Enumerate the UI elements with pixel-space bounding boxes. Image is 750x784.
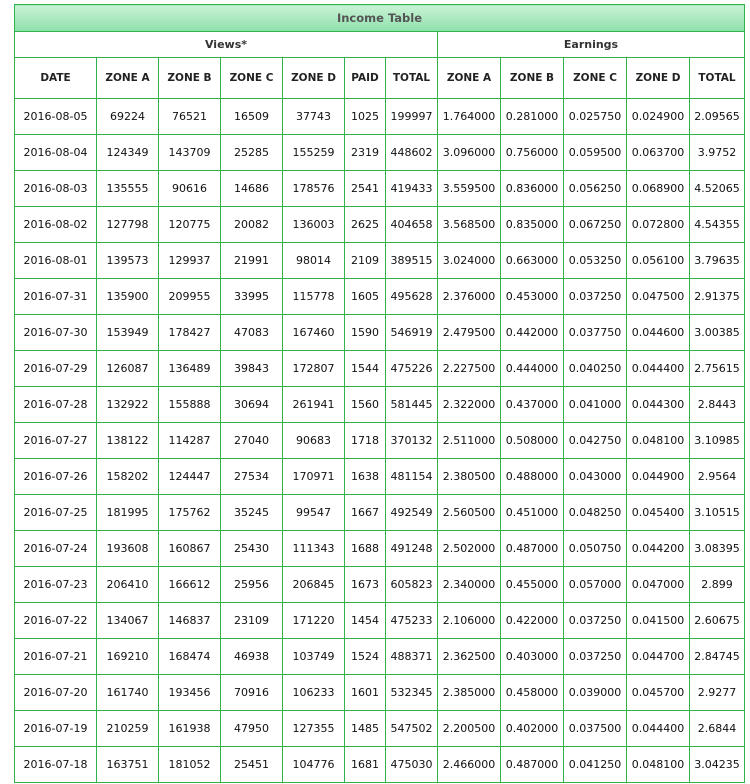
cell-earnings-zone-b: 0.663000 (501, 243, 564, 279)
views-group-header: Views* (15, 32, 438, 58)
cell-views-zone-c: 21991 (221, 243, 283, 279)
cell-views-zone-c: 20082 (221, 207, 283, 243)
cell-views-zone-b: 90616 (159, 171, 221, 207)
cell-views-zone-a: 124349 (97, 135, 159, 171)
cell-views-zone-c: 27040 (221, 423, 283, 459)
cell-views-zone-c: 16509 (221, 99, 283, 135)
table-row (15, 711, 745, 747)
cell-views-zone-d: 155259 (283, 135, 345, 171)
cell-earnings-zone-a: 1.764000 (438, 99, 501, 135)
cell-views-zone-a: 134067 (97, 603, 159, 639)
cell-views-zone-b: 166612 (159, 567, 221, 603)
cell-views-zone-d: 106233 (283, 675, 345, 711)
cell-earnings-zone-a: 3.568500 (438, 207, 501, 243)
column-header-views-total: TOTAL (386, 58, 438, 99)
cell-views-total: 491248 (386, 531, 438, 567)
cell-earnings-zone-b: 0.487000 (501, 747, 564, 783)
cell-views-zone-a: 132922 (97, 387, 159, 423)
cell-earnings-zone-d: 0.044900 (627, 459, 690, 495)
cell-earnings-total: 4.54355 (690, 207, 745, 243)
cell-views-zone-d: 172807 (283, 351, 345, 387)
cell-views-zone-c: 70916 (221, 675, 283, 711)
cell-views-zone-d: 127355 (283, 711, 345, 747)
column-header-earnings-zone-b: ZONE B (501, 58, 564, 99)
cell-views-zone-b: 146837 (159, 603, 221, 639)
cell-earnings-zone-c: 0.037250 (564, 639, 627, 675)
table-row (15, 99, 745, 135)
cell-views-paid: 1673 (345, 567, 386, 603)
cell-date: 2016-07-22 (15, 603, 97, 639)
column-header-views-zone-b: ZONE B (159, 58, 221, 99)
cell-views-zone-c: 27534 (221, 459, 283, 495)
table-row (15, 675, 745, 711)
table-row (15, 387, 745, 423)
cell-views-zone-d: 103749 (283, 639, 345, 675)
cell-views-zone-a: 127798 (97, 207, 159, 243)
table-row (15, 351, 745, 387)
cell-earnings-total: 2.09565 (690, 99, 745, 135)
cell-date: 2016-08-05 (15, 99, 97, 135)
cell-earnings-zone-a: 2.340000 (438, 567, 501, 603)
cell-earnings-zone-d: 0.047500 (627, 279, 690, 315)
cell-views-zone-a: 135900 (97, 279, 159, 315)
table-row (15, 495, 745, 531)
cell-date: 2016-07-31 (15, 279, 97, 315)
cell-views-total: 581445 (386, 387, 438, 423)
cell-views-zone-c: 25285 (221, 135, 283, 171)
cell-earnings-zone-b: 0.422000 (501, 603, 564, 639)
cell-earnings-zone-b: 0.836000 (501, 171, 564, 207)
cell-views-total: 605823 (386, 567, 438, 603)
cell-date: 2016-07-28 (15, 387, 97, 423)
cell-views-zone-b: 193456 (159, 675, 221, 711)
cell-views-total: 419433 (386, 171, 438, 207)
cell-earnings-zone-c: 0.037250 (564, 603, 627, 639)
cell-earnings-zone-b: 0.453000 (501, 279, 564, 315)
table-row (15, 171, 745, 207)
cell-views-paid: 1601 (345, 675, 386, 711)
earnings-group-header: Earnings (438, 32, 745, 58)
cell-views-total: 492549 (386, 495, 438, 531)
cell-earnings-zone-c: 0.037250 (564, 279, 627, 315)
table-row (15, 207, 745, 243)
cell-earnings-zone-a: 2.106000 (438, 603, 501, 639)
cell-earnings-zone-d: 0.047000 (627, 567, 690, 603)
cell-earnings-zone-c: 0.040250 (564, 351, 627, 387)
cell-views-zone-c: 30694 (221, 387, 283, 423)
cell-earnings-zone-d: 0.048100 (627, 747, 690, 783)
cell-date: 2016-07-24 (15, 531, 97, 567)
cell-earnings-zone-b: 0.488000 (501, 459, 564, 495)
cell-views-zone-d: 104776 (283, 747, 345, 783)
column-header-views-zone-c: ZONE C (221, 58, 283, 99)
cell-earnings-zone-a: 3.559500 (438, 171, 501, 207)
cell-views-zone-d: 171220 (283, 603, 345, 639)
cell-views-zone-d: 111343 (283, 531, 345, 567)
table-row (15, 279, 745, 315)
cell-date: 2016-07-27 (15, 423, 97, 459)
cell-date: 2016-07-20 (15, 675, 97, 711)
table-row (15, 531, 745, 567)
cell-earnings-zone-d: 0.044600 (627, 315, 690, 351)
cell-views-paid: 1485 (345, 711, 386, 747)
cell-earnings-total: 2.6844 (690, 711, 745, 747)
cell-date: 2016-07-19 (15, 711, 97, 747)
cell-earnings-zone-d: 0.048100 (627, 423, 690, 459)
cell-views-paid: 1638 (345, 459, 386, 495)
cell-earnings-zone-b: 0.455000 (501, 567, 564, 603)
cell-views-zone-a: 138122 (97, 423, 159, 459)
cell-views-total: 475233 (386, 603, 438, 639)
cell-earnings-zone-d: 0.044300 (627, 387, 690, 423)
cell-views-total: 546919 (386, 315, 438, 351)
cell-earnings-zone-d: 0.044400 (627, 351, 690, 387)
cell-earnings-zone-a: 2.511000 (438, 423, 501, 459)
table-row (15, 459, 745, 495)
cell-earnings-zone-b: 0.442000 (501, 315, 564, 351)
column-header-views-zone-a: ZONE A (97, 58, 159, 99)
cell-earnings-zone-c: 0.048250 (564, 495, 627, 531)
cell-views-zone-a: 181995 (97, 495, 159, 531)
cell-earnings-total: 2.9277 (690, 675, 745, 711)
cell-earnings-zone-b: 0.835000 (501, 207, 564, 243)
table-row (15, 315, 745, 351)
cell-earnings-zone-a: 3.024000 (438, 243, 501, 279)
cell-date: 2016-07-30 (15, 315, 97, 351)
cell-views-zone-b: 160867 (159, 531, 221, 567)
cell-earnings-zone-a: 2.376000 (438, 279, 501, 315)
cell-views-zone-d: 136003 (283, 207, 345, 243)
cell-earnings-zone-c: 0.039000 (564, 675, 627, 711)
cell-views-paid: 2319 (345, 135, 386, 171)
cell-earnings-total: 4.52065 (690, 171, 745, 207)
cell-earnings-zone-b: 0.756000 (501, 135, 564, 171)
column-header-earnings-zone-a: ZONE A (438, 58, 501, 99)
cell-views-total: 547502 (386, 711, 438, 747)
cell-earnings-zone-a: 3.096000 (438, 135, 501, 171)
cell-views-zone-c: 23109 (221, 603, 283, 639)
cell-views-zone-b: 181052 (159, 747, 221, 783)
table-row (15, 423, 745, 459)
cell-views-zone-d: 261941 (283, 387, 345, 423)
cell-views-total: 370132 (386, 423, 438, 459)
table-body (15, 99, 745, 783)
cell-views-zone-b: 129937 (159, 243, 221, 279)
cell-views-paid: 1025 (345, 99, 386, 135)
cell-views-zone-c: 47950 (221, 711, 283, 747)
income-table-container (14, 4, 744, 783)
cell-views-zone-b: 175762 (159, 495, 221, 531)
cell-views-total: 448602 (386, 135, 438, 171)
cell-views-zone-b: 155888 (159, 387, 221, 423)
cell-views-paid: 2541 (345, 171, 386, 207)
cell-earnings-zone-c: 0.067250 (564, 207, 627, 243)
cell-views-zone-b: 120775 (159, 207, 221, 243)
cell-earnings-total: 2.75615 (690, 351, 745, 387)
cell-views-total: 389515 (386, 243, 438, 279)
cell-views-zone-b: 76521 (159, 99, 221, 135)
cell-views-zone-b: 209955 (159, 279, 221, 315)
cell-earnings-zone-c: 0.043000 (564, 459, 627, 495)
cell-views-paid: 1524 (345, 639, 386, 675)
cell-earnings-zone-a: 2.322000 (438, 387, 501, 423)
cell-earnings-zone-c: 0.037500 (564, 711, 627, 747)
cell-earnings-total: 2.9564 (690, 459, 745, 495)
cell-earnings-zone-b: 0.451000 (501, 495, 564, 531)
cell-earnings-zone-c: 0.059500 (564, 135, 627, 171)
cell-earnings-zone-d: 0.063700 (627, 135, 690, 171)
cell-earnings-zone-d: 0.068900 (627, 171, 690, 207)
cell-views-total: 495628 (386, 279, 438, 315)
cell-views-zone-b: 114287 (159, 423, 221, 459)
cell-earnings-zone-c: 0.025750 (564, 99, 627, 135)
cell-views-zone-b: 136489 (159, 351, 221, 387)
cell-earnings-zone-a: 2.362500 (438, 639, 501, 675)
cell-earnings-zone-b: 0.444000 (501, 351, 564, 387)
cell-earnings-total: 2.84745 (690, 639, 745, 675)
cell-views-zone-c: 14686 (221, 171, 283, 207)
cell-earnings-zone-a: 2.200500 (438, 711, 501, 747)
cell-earnings-zone-b: 0.487000 (501, 531, 564, 567)
cell-earnings-zone-d: 0.044200 (627, 531, 690, 567)
cell-earnings-total: 2.91375 (690, 279, 745, 315)
cell-earnings-total: 3.79635 (690, 243, 745, 279)
cell-views-zone-c: 46938 (221, 639, 283, 675)
table-row (15, 603, 745, 639)
cell-earnings-zone-a: 2.227500 (438, 351, 501, 387)
cell-earnings-total: 3.00385 (690, 315, 745, 351)
cell-earnings-zone-c: 0.041250 (564, 747, 627, 783)
cell-earnings-zone-d: 0.024900 (627, 99, 690, 135)
cell-views-zone-b: 161938 (159, 711, 221, 747)
cell-earnings-total: 3.08395 (690, 531, 745, 567)
table-row (15, 639, 745, 675)
cell-views-zone-c: 47083 (221, 315, 283, 351)
cell-date: 2016-07-25 (15, 495, 97, 531)
cell-date: 2016-08-01 (15, 243, 97, 279)
cell-earnings-zone-b: 0.437000 (501, 387, 564, 423)
column-header-date: DATE (15, 58, 97, 99)
cell-views-paid: 1718 (345, 423, 386, 459)
cell-views-zone-d: 90683 (283, 423, 345, 459)
cell-views-zone-c: 25956 (221, 567, 283, 603)
cell-views-zone-b: 124447 (159, 459, 221, 495)
cell-earnings-zone-b: 0.458000 (501, 675, 564, 711)
cell-views-zone-c: 33995 (221, 279, 283, 315)
cell-earnings-total: 3.9752 (690, 135, 745, 171)
cell-views-zone-b: 168474 (159, 639, 221, 675)
cell-views-paid: 1560 (345, 387, 386, 423)
cell-earnings-zone-b: 0.281000 (501, 99, 564, 135)
cell-views-zone-a: 139573 (97, 243, 159, 279)
column-header-earnings-zone-c: ZONE C (564, 58, 627, 99)
cell-views-zone-d: 99547 (283, 495, 345, 531)
cell-views-zone-a: 153949 (97, 315, 159, 351)
cell-views-total: 488371 (386, 639, 438, 675)
cell-views-zone-c: 25451 (221, 747, 283, 783)
cell-earnings-zone-c: 0.037750 (564, 315, 627, 351)
cell-date: 2016-07-26 (15, 459, 97, 495)
cell-earnings-zone-c: 0.056250 (564, 171, 627, 207)
cell-earnings-zone-b: 0.402000 (501, 711, 564, 747)
column-header-views-paid: PAID (345, 58, 386, 99)
cell-views-paid: 1667 (345, 495, 386, 531)
cell-views-zone-a: 210259 (97, 711, 159, 747)
cell-earnings-zone-c: 0.053250 (564, 243, 627, 279)
cell-views-zone-a: 161740 (97, 675, 159, 711)
cell-earnings-zone-c: 0.041000 (564, 387, 627, 423)
cell-views-paid: 1454 (345, 603, 386, 639)
cell-earnings-zone-d: 0.044700 (627, 639, 690, 675)
column-header-views-zone-d: ZONE D (283, 58, 345, 99)
cell-date: 2016-07-29 (15, 351, 97, 387)
cell-views-paid: 1605 (345, 279, 386, 315)
cell-views-total: 199997 (386, 99, 438, 135)
cell-earnings-total: 2.60675 (690, 603, 745, 639)
cell-views-zone-d: 206845 (283, 567, 345, 603)
cell-views-zone-a: 169210 (97, 639, 159, 675)
table-row (15, 243, 745, 279)
cell-views-paid: 2109 (345, 243, 386, 279)
cell-date: 2016-07-21 (15, 639, 97, 675)
column-header-earnings-total: TOTAL (690, 58, 745, 99)
cell-views-zone-a: 69224 (97, 99, 159, 135)
income-table (14, 4, 745, 783)
cell-views-zone-d: 170971 (283, 459, 345, 495)
cell-earnings-zone-a: 2.466000 (438, 747, 501, 783)
cell-earnings-total: 3.10985 (690, 423, 745, 459)
cell-earnings-zone-d: 0.041500 (627, 603, 690, 639)
cell-views-total: 475226 (386, 351, 438, 387)
cell-views-zone-c: 39843 (221, 351, 283, 387)
column-header-earnings-zone-d: ZONE D (627, 58, 690, 99)
cell-earnings-zone-d: 0.045400 (627, 495, 690, 531)
cell-views-total: 481154 (386, 459, 438, 495)
cell-earnings-zone-b: 0.403000 (501, 639, 564, 675)
cell-views-zone-d: 167460 (283, 315, 345, 351)
cell-earnings-zone-a: 2.385000 (438, 675, 501, 711)
cell-views-zone-b: 143709 (159, 135, 221, 171)
cell-views-total: 532345 (386, 675, 438, 711)
cell-earnings-zone-a: 2.380500 (438, 459, 501, 495)
cell-views-zone-d: 37743 (283, 99, 345, 135)
cell-views-paid: 1681 (345, 747, 386, 783)
cell-views-zone-a: 206410 (97, 567, 159, 603)
table-row (15, 567, 745, 603)
cell-earnings-total: 3.10515 (690, 495, 745, 531)
cell-views-zone-c: 25430 (221, 531, 283, 567)
cell-views-total: 404658 (386, 207, 438, 243)
cell-views-zone-a: 158202 (97, 459, 159, 495)
cell-date: 2016-08-03 (15, 171, 97, 207)
cell-date: 2016-07-18 (15, 747, 97, 783)
cell-date: 2016-07-23 (15, 567, 97, 603)
cell-earnings-total: 2.8443 (690, 387, 745, 423)
cell-earnings-zone-c: 0.057000 (564, 567, 627, 603)
cell-date: 2016-08-04 (15, 135, 97, 171)
cell-views-zone-a: 135555 (97, 171, 159, 207)
table-row (15, 135, 745, 171)
cell-views-zone-d: 98014 (283, 243, 345, 279)
cell-earnings-zone-a: 2.479500 (438, 315, 501, 351)
cell-views-zone-a: 193608 (97, 531, 159, 567)
cell-earnings-zone-d: 0.072800 (627, 207, 690, 243)
table-row (15, 747, 745, 783)
cell-earnings-zone-d: 0.056100 (627, 243, 690, 279)
cell-earnings-zone-d: 0.045700 (627, 675, 690, 711)
table-title: Income Table (15, 5, 745, 32)
cell-views-total: 475030 (386, 747, 438, 783)
cell-earnings-zone-c: 0.042750 (564, 423, 627, 459)
cell-views-zone-c: 35245 (221, 495, 283, 531)
cell-earnings-zone-c: 0.050750 (564, 531, 627, 567)
cell-views-zone-d: 178576 (283, 171, 345, 207)
cell-views-paid: 1590 (345, 315, 386, 351)
cell-views-zone-a: 126087 (97, 351, 159, 387)
column-header-row (15, 58, 745, 99)
cell-earnings-total: 3.04235 (690, 747, 745, 783)
cell-earnings-zone-d: 0.044400 (627, 711, 690, 747)
cell-views-paid: 2625 (345, 207, 386, 243)
cell-views-paid: 1688 (345, 531, 386, 567)
cell-views-zone-d: 115778 (283, 279, 345, 315)
cell-views-zone-a: 163751 (97, 747, 159, 783)
cell-earnings-total: 2.899 (690, 567, 745, 603)
cell-views-zone-b: 178427 (159, 315, 221, 351)
cell-date: 2016-08-02 (15, 207, 97, 243)
cell-earnings-zone-a: 2.560500 (438, 495, 501, 531)
cell-earnings-zone-a: 2.502000 (438, 531, 501, 567)
cell-views-paid: 1544 (345, 351, 386, 387)
cell-earnings-zone-b: 0.508000 (501, 423, 564, 459)
